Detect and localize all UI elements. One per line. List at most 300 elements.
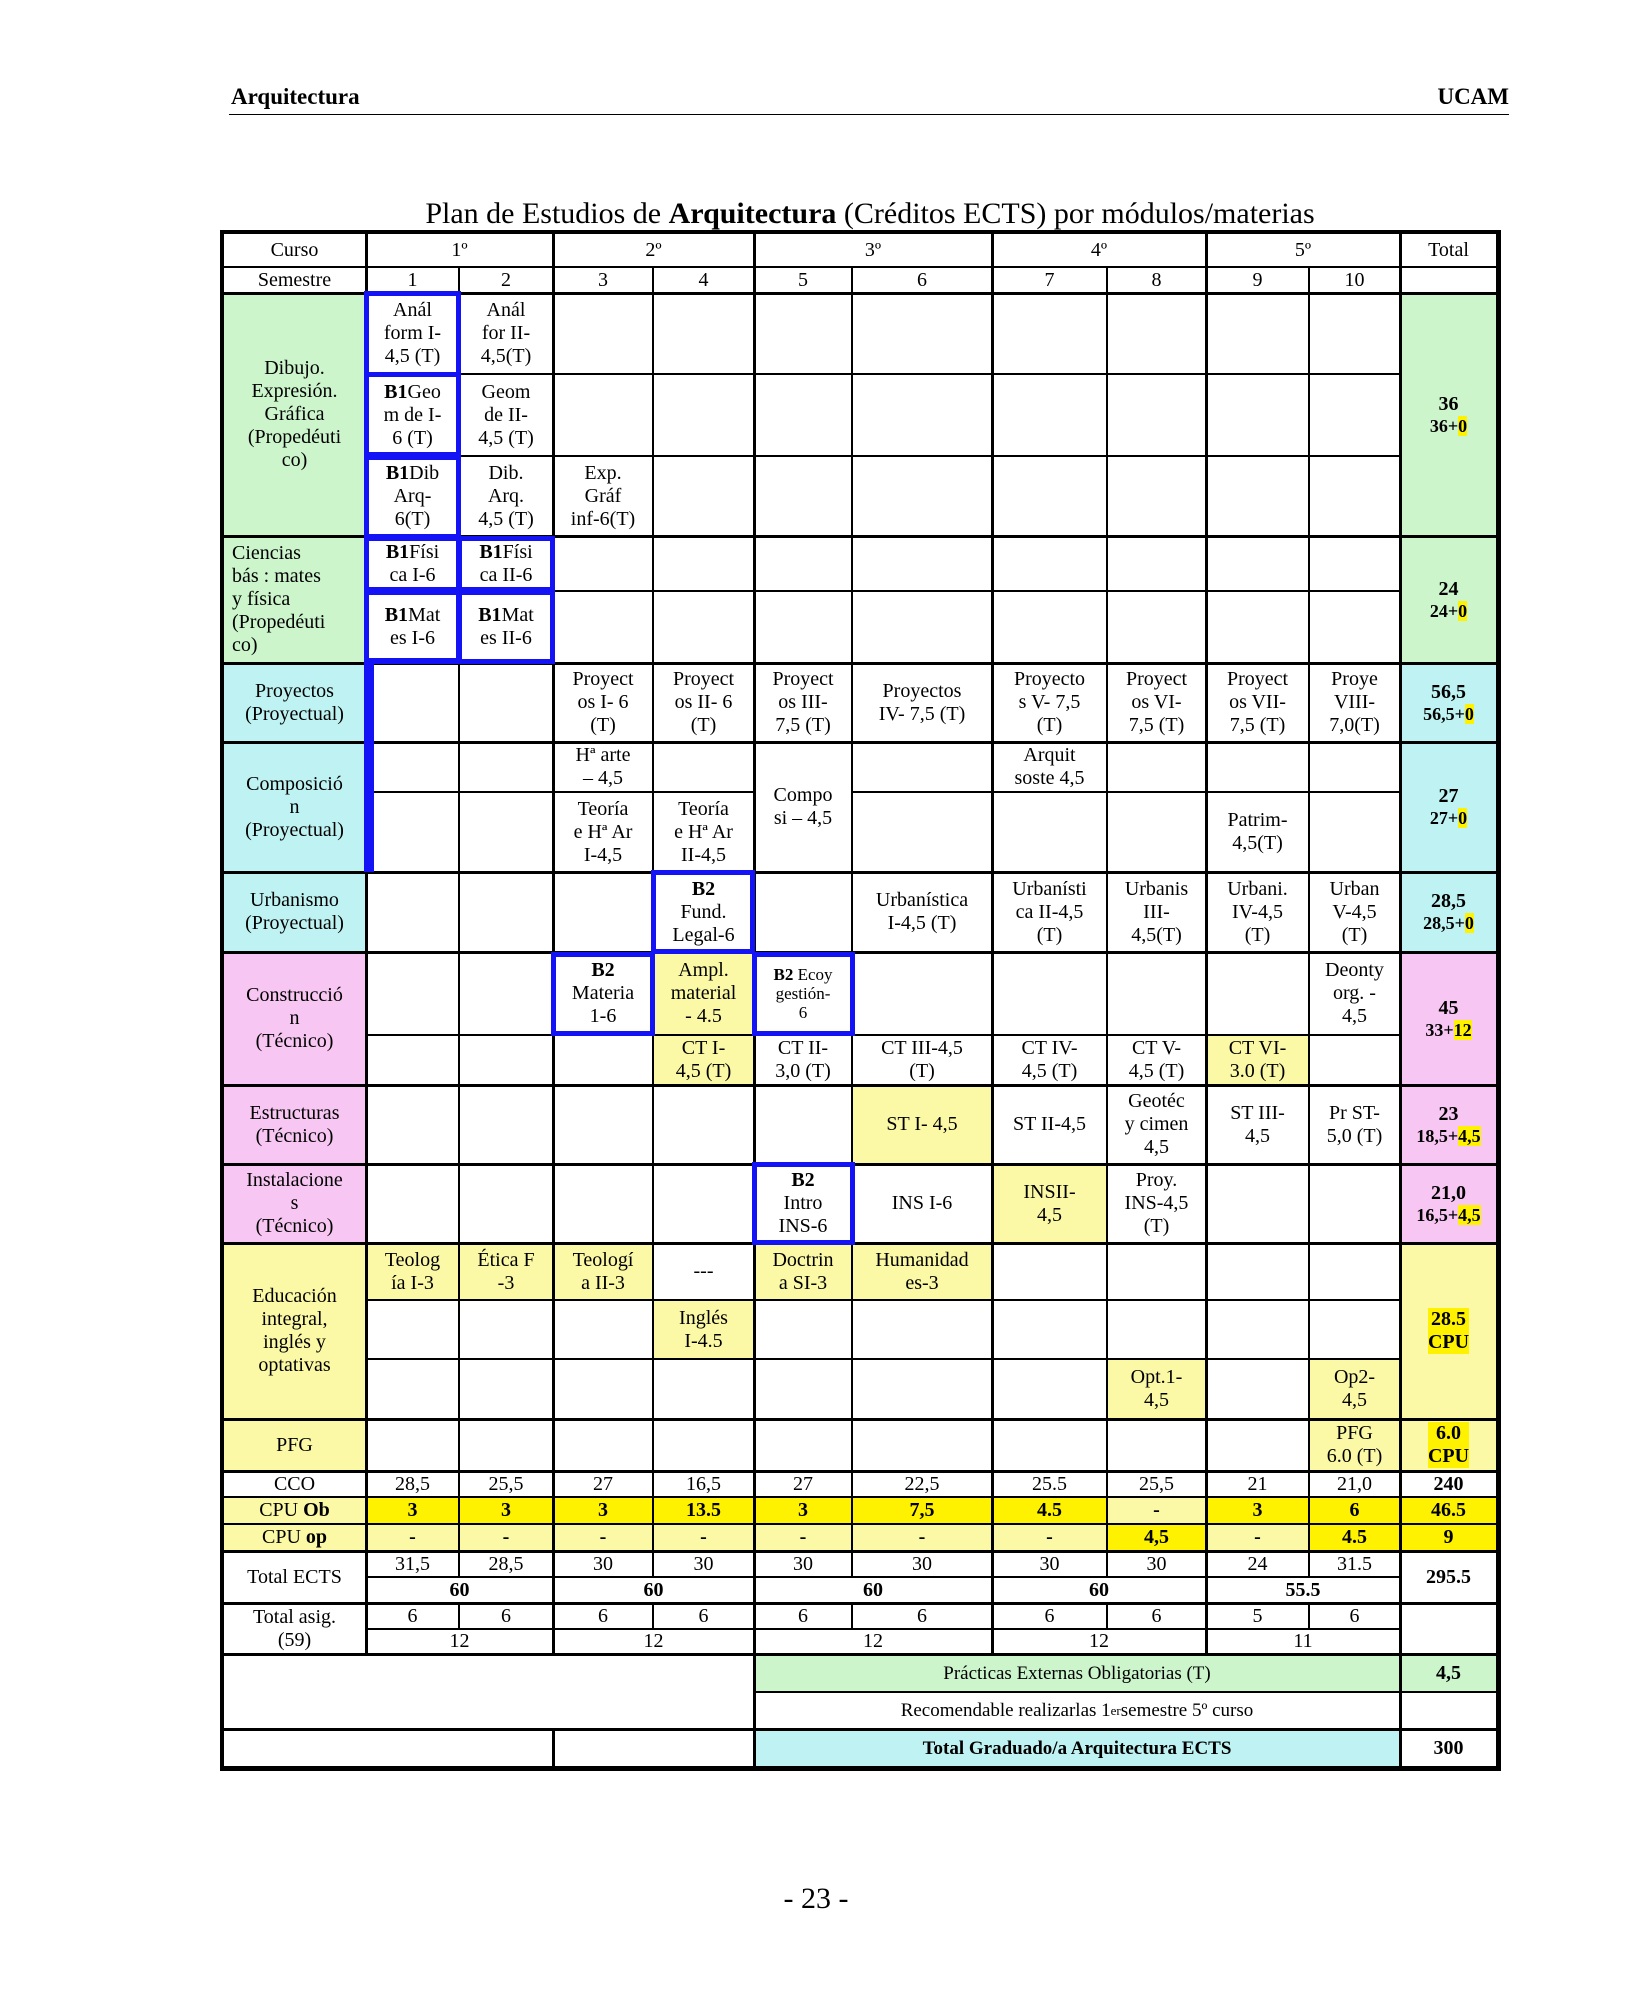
total-pfg-value: 6.0 CPU: [1427, 1422, 1470, 1467]
course-c2-2: [459, 591, 553, 663]
empty-cell: [1206, 456, 1309, 536]
course-text: Materia 1-6: [571, 982, 635, 1027]
course-e-6: ST I- 4,5: [852, 1085, 992, 1164]
summary-cco-5: 27: [754, 1471, 852, 1497]
summary-total-asig-7: 6: [992, 1603, 1107, 1629]
empty-cell: [366, 952, 459, 1035]
summary-label-pre: CPU: [259, 1499, 299, 1521]
curso-label: Curso: [223, 233, 366, 267]
block-label: B2: [773, 965, 794, 984]
empty-cell: [1309, 792, 1400, 872]
empty-cell: [366, 1164, 459, 1243]
total-construccion: [1400, 952, 1497, 1085]
summary-cpu-ob-6: 7,5: [852, 1497, 992, 1524]
semester-10: 10: [1309, 267, 1400, 293]
empty-cell: [1309, 1243, 1400, 1300]
empty-cell: [992, 456, 1107, 536]
summary-cpu-ob-5: 3: [754, 1497, 852, 1524]
empty-cell: [553, 872, 653, 952]
empty-cell: [754, 591, 852, 663]
empty-cell: [366, 663, 459, 742]
summary-total-asig-year-1: 12: [366, 1629, 553, 1654]
total-pfg: [1400, 1419, 1497, 1471]
summary-cpu-ob-4: 13.5: [653, 1497, 754, 1524]
block-label: B1: [479, 540, 503, 563]
empty-cell: [852, 1300, 992, 1359]
course-k2-6: CT III-4,5 (T): [852, 1035, 992, 1085]
course-ed1-4: ---: [653, 1243, 754, 1300]
empty-cell: [1206, 591, 1309, 663]
semester-total: [1400, 267, 1497, 293]
year-5: 5º: [1206, 233, 1400, 267]
empty-cell: [653, 1359, 754, 1419]
summary-total-asig-4: 6: [653, 1603, 754, 1629]
course-co2-3: Teoría e Hª Ar I-4,5: [553, 792, 653, 872]
summary-cco-7: 25.5: [992, 1471, 1107, 1497]
total-header: Total: [1400, 233, 1497, 267]
empty-cell: [1206, 742, 1309, 792]
summary-total-ects-6: 30: [852, 1551, 992, 1577]
block-label: B1: [384, 380, 408, 403]
empty-cell: [852, 293, 992, 374]
course-text: Intro INS-6: [778, 1192, 828, 1237]
summary-total-asig-total: [1400, 1603, 1497, 1654]
course-k1-4: Ampl. material - 4.5: [653, 952, 754, 1035]
empty-cell: [1309, 456, 1400, 536]
course-ed1-2: Ética F -3: [459, 1243, 553, 1300]
empty-cell: [1206, 1359, 1309, 1419]
empty-cell: [553, 536, 653, 591]
summary-label-cpu-op: [223, 1524, 366, 1551]
summary-cpu-op-6: -: [852, 1524, 992, 1551]
empty-cell: [1107, 952, 1206, 1035]
summary-cpu-op-3: -: [553, 1524, 653, 1551]
total-educacion: [1400, 1243, 1497, 1419]
empty-cell: [459, 742, 553, 792]
course-p-9: Proyect os VII- 7,5 (T): [1206, 663, 1309, 742]
summary-total-asig-2: 6: [459, 1603, 553, 1629]
block-label: B2: [791, 1169, 815, 1191]
empty-cell: [1206, 1164, 1309, 1243]
course-p-3: Proyect os I- 6 (T): [553, 663, 653, 742]
course-k2-4: CT I- 4,5 (T): [653, 1035, 754, 1085]
empty-cell: [1206, 293, 1309, 374]
course-text: Físi ca II-6: [479, 540, 533, 586]
semester-5: 5: [754, 267, 852, 293]
empty-cell: [1206, 536, 1309, 591]
summary-cpu-op-8: 4,5: [1107, 1524, 1206, 1551]
total-estructuras: [1400, 1085, 1497, 1164]
empty-cell: [754, 536, 852, 591]
year-2: 2º: [553, 233, 754, 267]
course-c2-1: [366, 591, 459, 663]
empty-cell: [852, 591, 992, 663]
course-u-4: [653, 872, 754, 952]
total-estructuras-main: 23: [1438, 1102, 1459, 1125]
empty-cell: [653, 293, 754, 374]
graduado-total-value: 300: [1433, 1736, 1464, 1759]
total-dibujo-extra: 0: [1458, 415, 1468, 436]
empty-cell: [1107, 536, 1206, 591]
semester-9: 9: [1206, 267, 1309, 293]
year-1: 1º: [366, 233, 553, 267]
empty-cell: [653, 591, 754, 663]
total-instalaciones-main: 21,0: [1431, 1181, 1466, 1204]
graduado-label-text: Total Graduado/a Arquitectura ECTS: [922, 1737, 1232, 1759]
empty-cell: [852, 374, 992, 456]
course-d1-1: Anál form I- 4,5 (T): [366, 293, 459, 374]
practicas-label: Prácticas Externas Obligatorias (T): [754, 1654, 1400, 1692]
empty-cell: [1206, 1419, 1309, 1471]
empty-cell: [1206, 374, 1309, 456]
year-4: 4º: [992, 233, 1206, 267]
summary-total-ects-year-1: 60: [366, 1577, 553, 1603]
summary-total-ects-10: 31.5: [1309, 1551, 1400, 1577]
summary-total-asig-9: 5: [1206, 1603, 1309, 1629]
empty-cell: [1309, 536, 1400, 591]
empty-cell: [992, 792, 1107, 872]
course-i-6: INS I-6: [852, 1164, 992, 1243]
summary-total-ects-3: 30: [553, 1551, 653, 1577]
empty-cell: [553, 293, 653, 374]
block-label: B1: [384, 604, 409, 626]
semester-1: 1: [366, 267, 459, 293]
module-ciencias: Ciencias bás : mates y física (Propedéuti co): [223, 536, 366, 663]
empty-cell: [992, 1359, 1107, 1419]
graduado-total: [1400, 1729, 1497, 1767]
course-text: Ecoy gestión- 6: [775, 965, 833, 1022]
empty-cell: [852, 952, 992, 1035]
course-p-6: Proyectos IV- 7,5 (T): [852, 663, 992, 742]
empty-cell: [653, 456, 754, 536]
module-construccion: Construcció n (Técnico): [223, 952, 366, 1085]
course-d2-1: [366, 374, 459, 456]
summary-total-asig-5: 6: [754, 1603, 852, 1629]
summary-cpu-ob-7: 4.5: [992, 1497, 1107, 1524]
total-construccion-base: 33+: [1425, 1019, 1454, 1040]
empty-cell: [653, 742, 754, 792]
course-text: Mat es I-6: [390, 604, 441, 649]
summary-total-ects-9: 24: [1206, 1551, 1309, 1577]
empty-cell: [366, 1085, 459, 1164]
summary-total-ects-year-5: 55.5: [1206, 1577, 1400, 1603]
summary-total-ects-year-3: 60: [754, 1577, 992, 1603]
total-ciencias-extra: 0: [1458, 600, 1468, 621]
course-d1-2: Anál for II- 4,5(T): [459, 293, 553, 374]
course-p-5: Proyect os III- 7,5 (T): [754, 663, 852, 742]
empty-cell: [553, 1085, 653, 1164]
block-label: B1: [478, 604, 502, 626]
empty-cell: [366, 742, 459, 792]
course-e-8: Geotéc y cimen 4,5: [1107, 1085, 1206, 1164]
empty-cell: [459, 663, 553, 742]
empty-cell: [459, 1164, 553, 1243]
empty-cell: [553, 1164, 653, 1243]
module-estructuras: Estructuras (Técnico): [223, 1085, 366, 1164]
block-label: B1: [385, 540, 410, 563]
empty-cell: [1107, 456, 1206, 536]
year-3: 3º: [754, 233, 992, 267]
recomendable-total: [1400, 1692, 1497, 1729]
study-plan-table: [220, 230, 1500, 1808]
empty-cell: [1309, 293, 1400, 374]
total-estructuras-base: 18,5+: [1416, 1125, 1459, 1146]
summary-cpu-ob-10: 6: [1309, 1497, 1400, 1524]
course-ed3-8: Opt.1- 4,5: [1107, 1359, 1206, 1419]
semester-4: 4: [653, 267, 754, 293]
summary-label-total-ects: Total ECTS: [223, 1551, 366, 1603]
empty-cell: [366, 1419, 459, 1471]
course-e-7: ST II-4,5: [992, 1085, 1107, 1164]
footer-blank-b2: [553, 1729, 754, 1767]
summary-cpu-ob-1: 3: [366, 1497, 459, 1524]
empty-cell: [1107, 1419, 1206, 1471]
empty-cell: [553, 1300, 653, 1359]
course-u-8: Urbanis III- 4,5(T): [1107, 872, 1206, 952]
page-title: [220, 196, 1520, 232]
course-u-6: Urbanística I-4,5 (T): [852, 872, 992, 952]
summary-cpu-op-2: -: [459, 1524, 553, 1551]
semester-6: 6: [852, 267, 992, 293]
course-u-7: Urbanísti ca II-4,5 (T): [992, 872, 1107, 952]
summary-total-asig-10: 6: [1309, 1603, 1400, 1629]
empty-cell: [852, 792, 992, 872]
recomendable-post: semestre 5º curso: [1120, 1700, 1254, 1721]
header-left: Arquitectura: [231, 84, 360, 109]
course-p-10: Proye VIII- 7,0(T): [1309, 663, 1400, 742]
module-educacion: Educación integral, inglés y optativas: [223, 1243, 366, 1419]
empty-cell: [1309, 1035, 1400, 1085]
empty-cell: [1107, 293, 1206, 374]
block-label: B2: [691, 877, 716, 900]
summary-total-asig-1: 6: [366, 1603, 459, 1629]
block-label: B1: [385, 461, 410, 484]
empty-cell: [1309, 1300, 1400, 1359]
summary-total-asig-8: 6: [1107, 1603, 1206, 1629]
title-bold: Arquitectura: [668, 197, 837, 230]
total-ciencias: [1400, 536, 1497, 663]
summary-total-asig-3: 6: [553, 1603, 653, 1629]
empty-cell: [852, 742, 992, 792]
course-k1-3: [553, 952, 653, 1035]
empty-cell: [366, 1035, 459, 1085]
course-p-4: Proyect os II- 6 (T): [653, 663, 754, 742]
summary-label-cco: CCO: [223, 1471, 366, 1497]
empty-cell: [653, 374, 754, 456]
empty-cell: [754, 1085, 852, 1164]
course-co2-9: Patrim- 4,5(T): [1206, 792, 1309, 872]
summary-total-asig-6: 6: [852, 1603, 992, 1629]
semester-8: 8: [1107, 267, 1206, 293]
empty-cell: [754, 456, 852, 536]
course-text: Mat es II-6: [480, 604, 534, 649]
course-co1-7: Arquit soste 4,5: [992, 742, 1107, 792]
course-d2-2: Geom de II- 4,5 (T): [459, 374, 553, 456]
total-composicion: [1400, 742, 1497, 872]
course-i-8: Proy. INS-4,5 (T): [1107, 1164, 1206, 1243]
summary-total-ects-8: 30: [1107, 1551, 1206, 1577]
total-dibujo-base: 36+: [1429, 415, 1459, 436]
summary-cpu-ob-2: 3: [459, 1497, 553, 1524]
summary-total-asig-year-3: 12: [754, 1629, 992, 1654]
course-u-10: Urban V-4,5 (T): [1309, 872, 1400, 952]
course-p-8: Proyect os VI- 7,5 (T): [1107, 663, 1206, 742]
total-construccion-main: 45: [1438, 996, 1459, 1019]
empty-cell: [754, 1419, 852, 1471]
recomendable-label: [754, 1692, 1400, 1729]
total-estructuras-extra: 4,5: [1458, 1125, 1481, 1146]
empty-cell: [1107, 374, 1206, 456]
summary-total-ects-4: 30: [653, 1551, 754, 1577]
total-urbanismo-base: 28,5+: [1423, 913, 1465, 933]
total-urbanismo-main: 28,5: [1431, 890, 1466, 912]
course-c1-2: [459, 536, 553, 591]
empty-cell: [459, 1359, 553, 1419]
course-co-5: Compo si – 4,5: [754, 742, 852, 872]
summary-label-bold: Ob: [303, 1499, 330, 1521]
empty-cell: [1107, 1243, 1206, 1300]
empty-cell: [459, 1419, 553, 1471]
title-pre: Plan de Estudios de: [425, 197, 669, 230]
course-text: Fund. Legal-6: [672, 900, 735, 946]
empty-cell: [754, 1359, 852, 1419]
empty-cell: [992, 536, 1107, 591]
empty-cell: [1309, 374, 1400, 456]
summary-label-total-asig: Total asig. (59): [223, 1603, 366, 1654]
empty-cell: [754, 293, 852, 374]
title-post: (Créditos ECTS) por módulos/materias: [836, 197, 1315, 230]
empty-cell: [459, 792, 553, 872]
footer-blank-a: [223, 1654, 754, 1729]
summary-label-pre: CPU: [261, 1526, 301, 1548]
course-text: Dib Arq- 6(T): [393, 461, 440, 530]
summary-cco-4: 16,5: [653, 1471, 754, 1497]
course-text: Físi ca I-6: [389, 540, 440, 586]
recomendable-sup: er: [1110, 1703, 1121, 1718]
summary-cpu-op-5: -: [754, 1524, 852, 1551]
empty-cell: [1107, 742, 1206, 792]
course-ed2-4: Inglés I-4.5: [653, 1300, 754, 1359]
footer-blank-b1: [223, 1729, 553, 1767]
summary-cco-2: 25,5: [459, 1471, 553, 1497]
summary-total-ects-7: 30: [992, 1551, 1107, 1577]
module-composicion: Composició n (Proyectual): [223, 742, 366, 872]
empty-cell: [1206, 1300, 1309, 1359]
total-instalaciones-base: 16,5+: [1416, 1204, 1459, 1225]
module-proyectos: Proyectos (Proyectual): [223, 663, 366, 742]
empty-cell: [852, 536, 992, 591]
empty-cell: [459, 1035, 553, 1085]
summary-cpu-ob-3: 3: [553, 1497, 653, 1524]
total-composicion-main: 27: [1438, 785, 1459, 807]
total-ciencias-base: 24+: [1429, 600, 1459, 621]
summary-total-ects-year-4: 60: [992, 1577, 1206, 1603]
course-co1-3: Hª arte – 4,5: [553, 742, 653, 792]
empty-cell: [852, 456, 992, 536]
empty-cell: [992, 1243, 1107, 1300]
course-pfg-10: PFG 6.0 (T): [1309, 1419, 1400, 1471]
empty-cell: [992, 374, 1107, 456]
semestre-label: Semestre: [223, 267, 366, 293]
empty-cell: [366, 1359, 459, 1419]
total-proyectos: [1400, 663, 1497, 742]
empty-cell: [754, 872, 852, 952]
summary-cpu-ob-8: -: [1107, 1497, 1206, 1524]
summary-cco-total: 240: [1400, 1471, 1497, 1497]
graduado-label: [754, 1729, 1400, 1767]
recomendable-pre: Recomendable realizarlas 1: [900, 1700, 1111, 1721]
summary-total-ects-2: 28,5: [459, 1551, 553, 1577]
page-header: [229, 84, 1509, 115]
empty-cell: [653, 536, 754, 591]
total-composicion-extra: 0: [1458, 808, 1468, 828]
empty-cell: [366, 872, 459, 952]
empty-cell: [459, 872, 553, 952]
empty-cell: [1309, 742, 1400, 792]
practicas-total: [1400, 1654, 1497, 1692]
empty-cell: [992, 1300, 1107, 1359]
course-c1-1: [366, 536, 459, 591]
empty-cell: [653, 1085, 754, 1164]
course-ed1-6: Humanidad es-3: [852, 1243, 992, 1300]
total-proyectos-base: 56,5+: [1423, 703, 1465, 724]
course-p-7: Proyecto s V- 7,5 (T): [992, 663, 1107, 742]
block-label: B2: [591, 959, 615, 981]
page-number: - 23 -: [783, 1882, 849, 1915]
course-ed1-5: Doctrin a SI-3: [754, 1243, 852, 1300]
total-educacion-value: 28.5 CPU: [1427, 1308, 1470, 1353]
module-urbanismo: Urbanismo (Proyectual): [223, 872, 366, 952]
semester-7: 7: [992, 267, 1107, 293]
empty-cell: [366, 1300, 459, 1359]
empty-cell: [1107, 591, 1206, 663]
empty-cell: [754, 374, 852, 456]
total-ciencias-main: 24: [1438, 577, 1459, 600]
empty-cell: [754, 1300, 852, 1359]
empty-cell: [553, 1035, 653, 1085]
summary-cpu-ob-9: 3: [1206, 1497, 1309, 1524]
summary-total-ects-year-2: 60: [553, 1577, 754, 1603]
total-dibujo-main: 36: [1438, 392, 1459, 415]
summary-total-ects-1: 31,5: [366, 1551, 459, 1577]
empty-cell: [992, 952, 1107, 1035]
empty-cell: [1206, 952, 1309, 1035]
practicas-total-value: 4,5: [1436, 1661, 1461, 1684]
summary-cco-10: 21,0: [1309, 1471, 1400, 1497]
summary-cpu-ob-total: 46.5: [1400, 1497, 1497, 1524]
course-ed1-1: Teolog ía I-3: [366, 1243, 459, 1300]
empty-cell: [1206, 1243, 1309, 1300]
summary-cpu-op-total: 9: [1400, 1524, 1497, 1551]
empty-cell: [1107, 792, 1206, 872]
empty-cell: [1107, 1300, 1206, 1359]
course-text: Geo m de I- 6 (T): [383, 380, 442, 449]
summary-cpu-op-10: 4.5: [1309, 1524, 1400, 1551]
course-k1-10: Deonty org. - 4,5: [1309, 952, 1400, 1035]
empty-cell: [992, 293, 1107, 374]
summary-label-bold: op: [305, 1526, 328, 1548]
module-pfg: PFG: [223, 1419, 366, 1471]
semester-3: 3: [553, 267, 653, 293]
empty-cell: [1309, 591, 1400, 663]
empty-cell: [653, 1419, 754, 1471]
course-d3-3: Exp. Gráf inf-6(T): [553, 456, 653, 536]
course-i-5: [754, 1164, 852, 1243]
empty-cell: [992, 1419, 1107, 1471]
summary-cco-8: 25,5: [1107, 1471, 1206, 1497]
course-u-9: Urbani. IV-4,5 (T): [1206, 872, 1309, 952]
summary-cpu-op-1: -: [366, 1524, 459, 1551]
